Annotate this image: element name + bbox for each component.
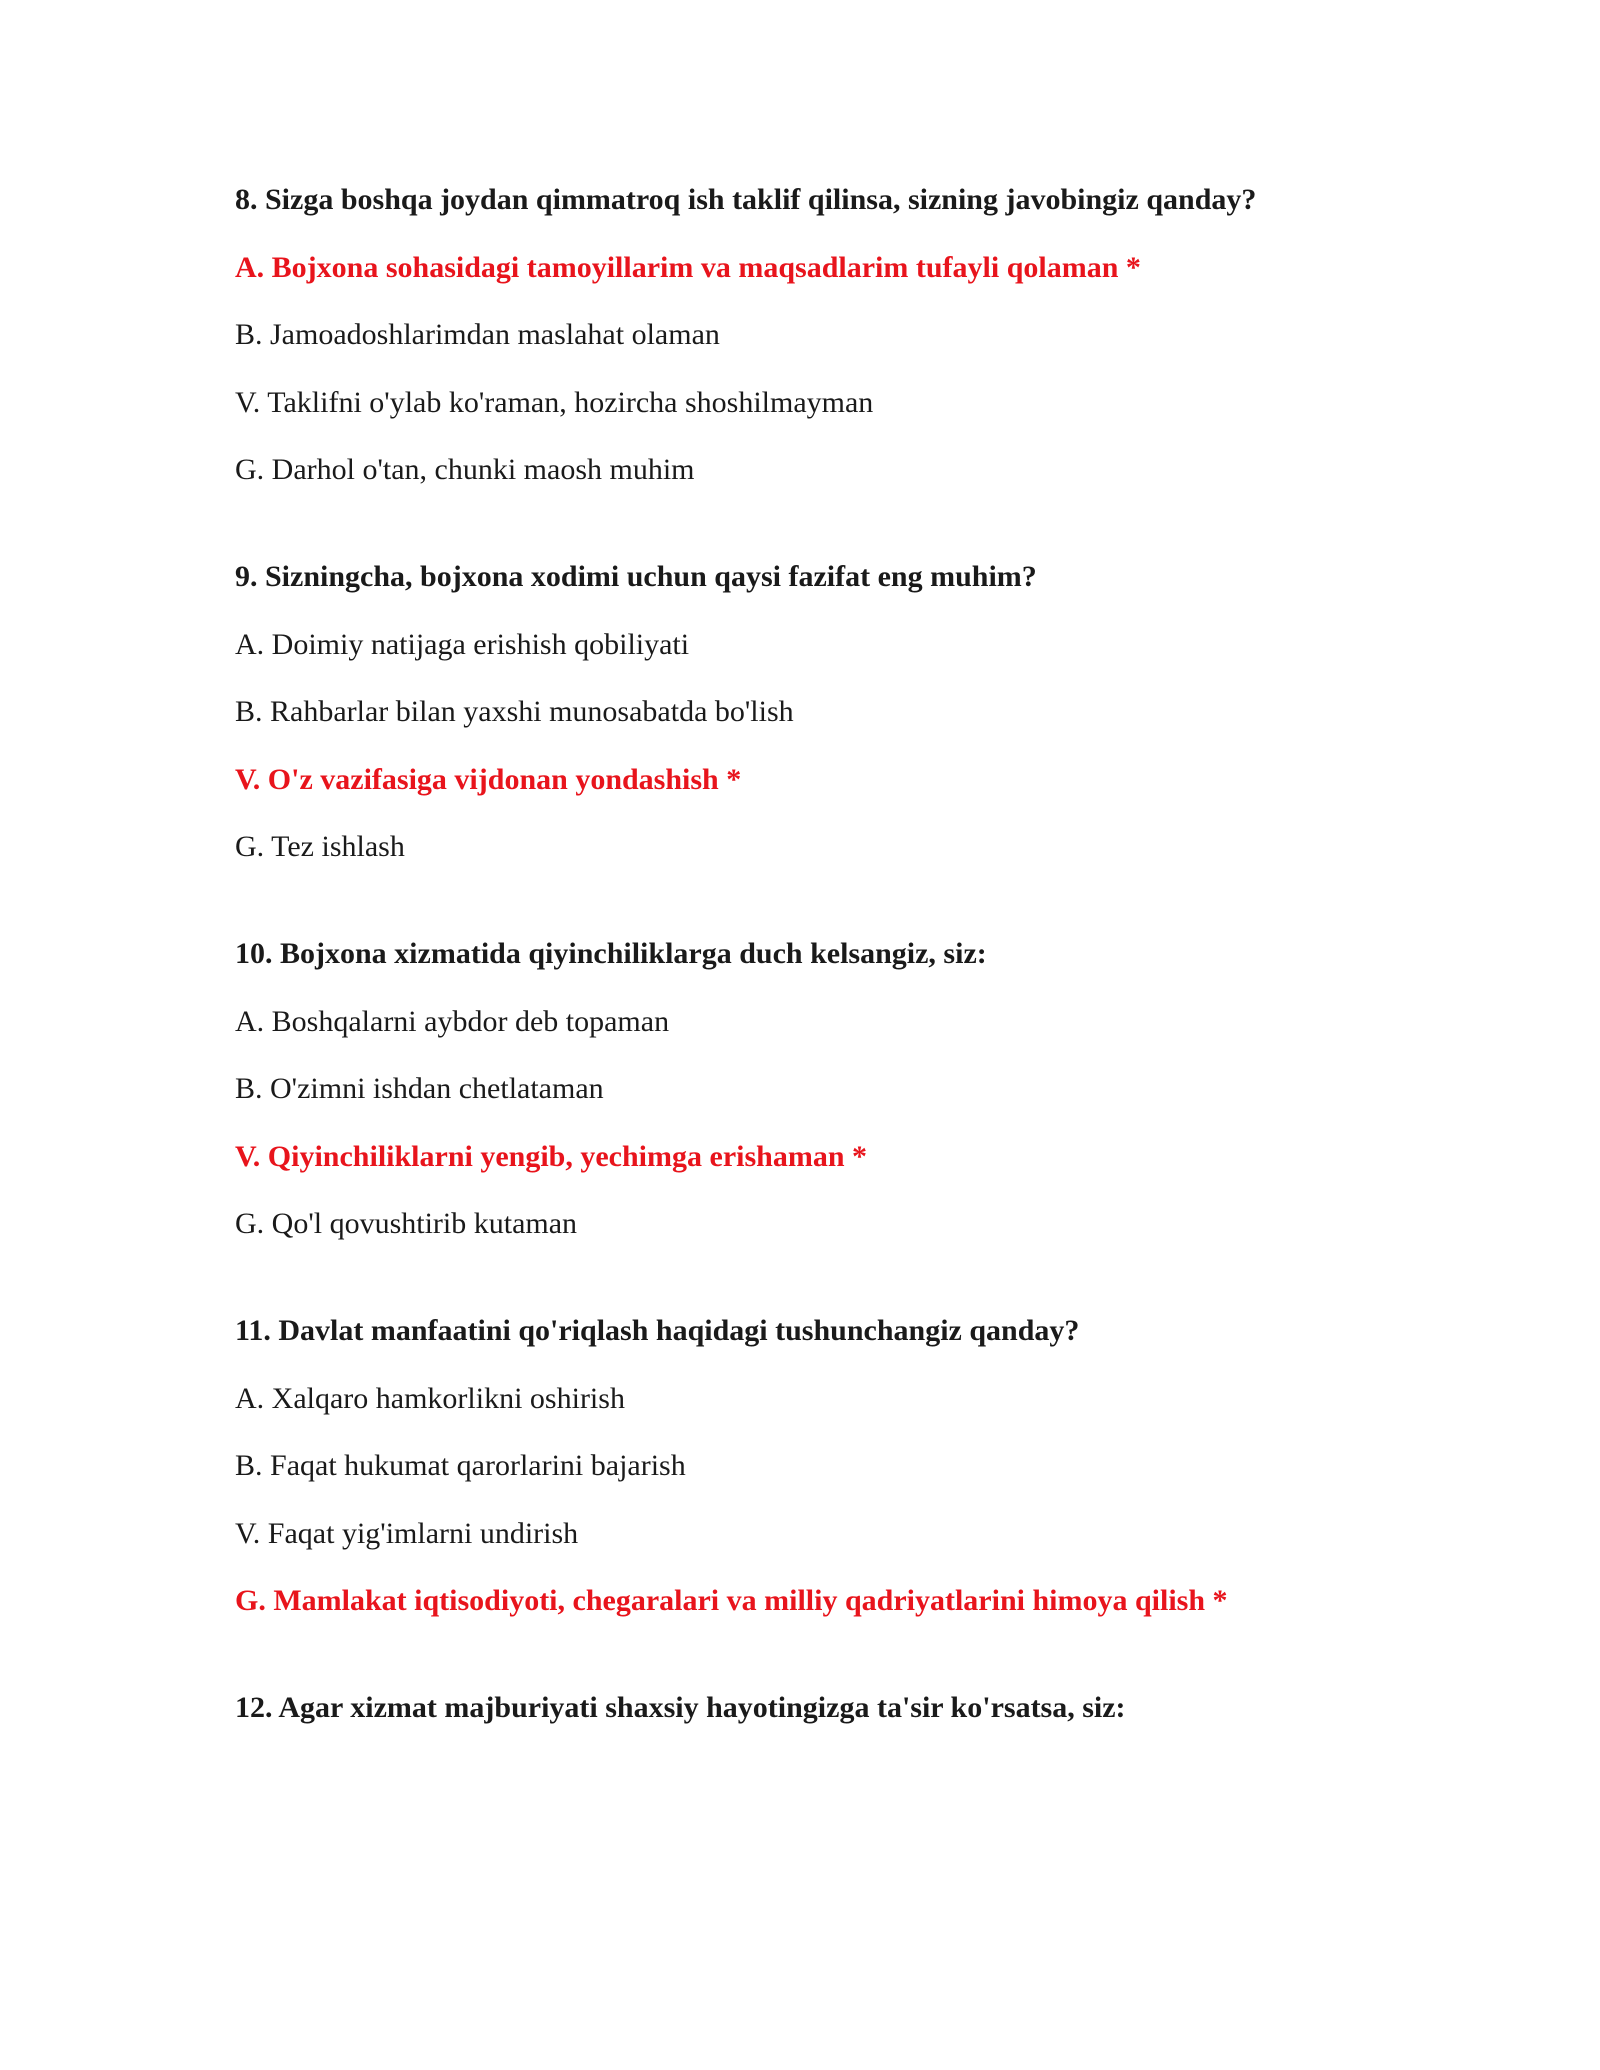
question-12	[235, 1688, 1365, 1728]
question-9-option-v: V. O'z vazifasiga vijdonan yondashish *	[235, 762, 742, 796]
question-11-text: 11. Davlat manfaatini qo'riqlash haqidagi tushunchangiz qanday?	[235, 1314, 1080, 1347]
question-10	[235, 934, 1365, 1244]
question-9-option-b: B. Rahbarlar bilan yaxshi munosabatda bo'lish	[235, 695, 794, 728]
question-9-option-g: G. Tez ishlash	[235, 830, 405, 863]
question-11	[235, 1311, 1365, 1621]
question-11-option-b: B. Faqat hukumat qarorlarini bajarish	[235, 1449, 686, 1482]
question-8-text: 8. Sizga boshqa joydan qimmatroq ish taklif qilinsa, sizning javobingiz qanday?	[235, 183, 1257, 216]
question-8-option-b: B. Jamoadoshlarimdan maslahat olaman	[235, 318, 720, 351]
question-8-option-g: G. Darhol o'tan, chunki maosh muhim	[235, 453, 695, 486]
question-9	[235, 557, 1365, 867]
question-11-option-g: G. Mamlakat iqtisodiyoti, chegaralari va milliy qadriyatlarini himoya qilish *	[235, 1584, 1228, 1617]
question-10-option-a: A. Boshqalarni aybdor deb topaman	[235, 1004, 670, 1038]
question-11-option-a: A. Xalqaro hamkorlikni oshirish	[235, 1381, 625, 1415]
document-page	[235, 180, 1365, 1795]
question-8-option-v: V. Taklifni o'ylab ko'raman, hozircha shoshilmayman	[235, 385, 874, 419]
question-9-text: 9. Sizningcha, bojxona xodimi uchun qaysi fazifat eng muhim?	[235, 560, 1037, 593]
question-10-text: 10. Bojxona xizmatida qiyinchiliklarga duch kelsangiz, siz:	[235, 937, 987, 970]
question-12-text: 12. Agar xizmat majburiyati shaxsiy hayotingizga ta'sir ko'rsatsa, siz:	[235, 1691, 1126, 1724]
question-9-option-a: A. Doimiy natijaga erishish qobiliyati	[235, 627, 690, 661]
question-8-option-a: A. Bojxona sohasidagi tamoyillarim va maqsadlarim tufayli qolaman *	[235, 250, 1141, 284]
question-10-option-g: G. Qo'l qovushtirib kutaman	[235, 1207, 578, 1240]
question-8	[235, 180, 1365, 490]
question-10-option-b: B. O'zimni ishdan chetlataman	[235, 1072, 604, 1105]
question-11-option-v: V. Faqat yig'imlarni undirish	[235, 1516, 579, 1550]
question-10-option-v: V. Qiyinchiliklarni yengib, yechimga erishaman *	[235, 1139, 868, 1173]
